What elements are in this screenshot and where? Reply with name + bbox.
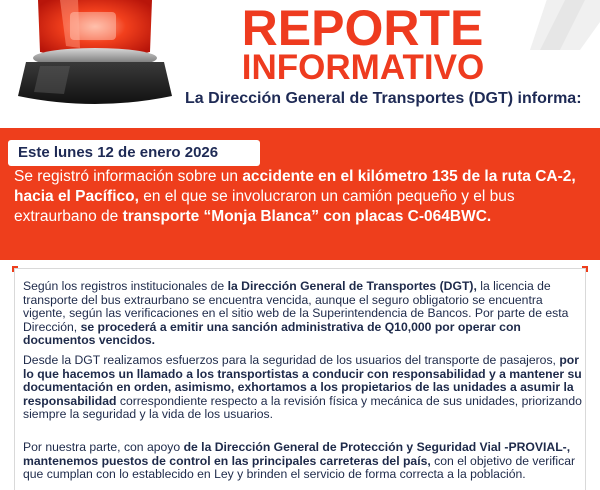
paragraph-1 — [23, 280, 583, 348]
header — [0, 0, 600, 128]
frame-corner-mark — [582, 266, 588, 272]
banner-summary — [14, 167, 596, 227]
p1-text-b: la Dirección General de Transportes (DGT), — [227, 279, 477, 293]
paragraph-3 — [23, 441, 583, 482]
p1-text-c: la licencia de transporte del bus extraurbano se encuentra vencida, aunque el seguro obligatorio se encuentra vigente, según las verificaciones en el sitio web de la Superintendencia de Bancos. Por parte de esta Dirección, — [23, 279, 569, 334]
p2-text-c: correspondiente respecto a la revisión física y mecánica de sus unidades, priorizando siempre la seguridad y la vida de los usuarios. — [23, 393, 582, 422]
p1-text-a: Según los registros institucionales de — [23, 279, 228, 293]
date-label: Este lunes 12 de enero 2026 — [8, 140, 260, 166]
banner-text-2: accidente en el kilómetro 135 de la ruta CA-2, hacia el Pacífico, — [14, 168, 576, 205]
siren-icon — [0, 0, 190, 115]
frame-corner-mark — [12, 266, 18, 272]
p2-text-b: por lo que hacemos un llamado a los transportistas a conducir con responsabilidad y a mantener su documentación en orden, asimismo, exhortamos a los propietarios de las unidades a asumir la responsabilidad — [23, 353, 582, 408]
banner-text-1: Se registró información sobre un — [14, 168, 243, 185]
p3-text-b: de la Dirección General de Protección y Seguridad Vial -PROVIAL-, mantenemos puestos de control en las principales carreteras del país, — [23, 440, 571, 468]
p3-text-a: Por nuestra parte, con apoyo — [23, 440, 184, 454]
body-content — [0, 260, 600, 490]
banner-text-4: transporte “Monja Blanca” con placas C-064BWC. — [122, 208, 492, 225]
banner-text-3: en el que se involucraron un camión pequeño y el bus extraurbano de — [14, 188, 515, 225]
page-title-line2: INFORMATIVO — [241, 48, 485, 87]
p3-text-c: con el objetivo de verificar que cumplan con lo establecido en Ley y brinden el servicio de forma correcta a la población. — [23, 453, 576, 482]
p1-text-d: se procederá a emitir una sanción administrativa de Q10,000 por operar con documentos vencidos. — [23, 319, 521, 348]
page-title: REPORTE — [241, 0, 484, 56]
p2-text-a: Desde la DGT realizamos esfuerzos para la seguridad de los usuarios del transporte de pasajeros, — [23, 353, 560, 367]
paragraph-2 — [23, 354, 583, 422]
page-subtitle: La Dirección General de Transportes (DGT) informa: — [185, 90, 582, 107]
